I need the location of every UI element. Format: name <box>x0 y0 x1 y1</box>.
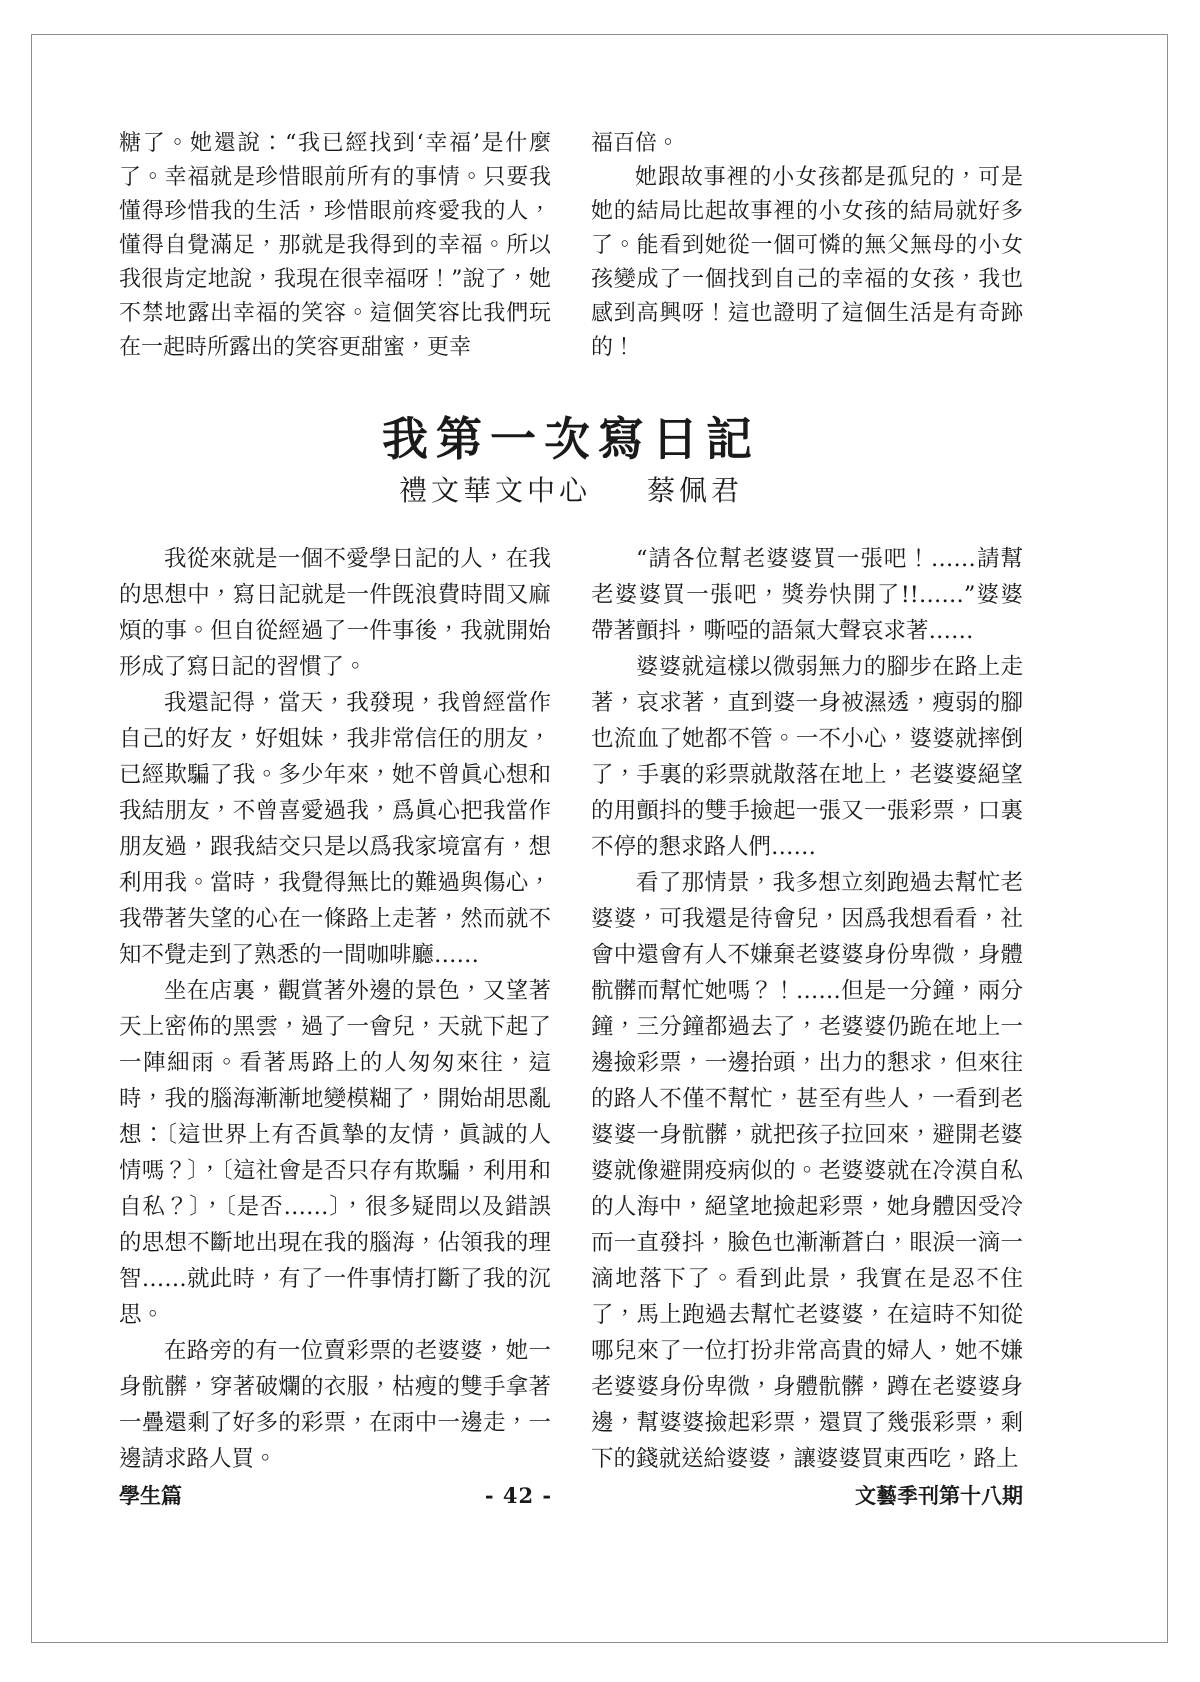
essay-paragraph: 婆婆就這樣以微弱無力的腳步在路上走著，哀求著，直到婆一身被濕透，瘦弱的腳也流血了她都不管。一不小心，婆婆就摔倒了，手裏的彩票就散落在地上，老婆婆絕望的用顫抖的雙手撿起一張又一張彩票，口裏不停的懇求路人們…… <box>591 654 1023 860</box>
essay-header <box>119 411 1023 509</box>
prev-essay-text: 福百倍。 <box>591 131 680 156</box>
essay-paragraph: 坐在店裏，觀賞著外邊的景色，又望著天上密佈的黑雲，過了一會兒，天就下起了一陣細雨。看著馬路上的人匆匆來往，這時，我的腦海漸漸地變模糊了，開始胡思亂想：〔這世界上有否眞摯的友情，眞誠的人情嗎？〕，〔這社會是否只存有欺騙，利用和自私？〕，〔是否……〕，很多疑問以及錯誤的思想不斷地出現在我的腦海，佔領我的理智……就此時，有了一件事情打斷了我的沉思。 <box>119 978 551 1328</box>
essay-left-column <box>119 541 551 1477</box>
page-footer <box>119 1483 1023 1509</box>
page-border-frame <box>31 34 1168 1643</box>
prev-essay-text: 糖了。她還說：“我已經找到‘幸福’是什麼了。幸福就是珍惜眼前所有的事情。只要我懂得珍惜我的生活，珍惜眼前疼愛我的人，懂得自覺滿足，那就是我得到的幸福。所以我很肯定地說，我現在很幸福呀！”說了，她不禁地露出幸福的笑容。這個笑容比我們玩在一起時所露出的笑容更甜蜜，更幸 <box>119 131 551 360</box>
essay-right-column <box>591 541 1023 1477</box>
essay-paragraph: 看了那情景，我多想立刻跑過去幫忙老婆婆，可我還是待會兒，因爲我想看看，社會中還會有人不嫌棄老婆婆身份卑微，身體骯髒而幫忙她嗎？！……但是一分鐘，兩分鐘，三分鐘都過去了，老婆婆仍跪在地上一邊撿彩票，一邊抬頭，出力的懇求，但來往的路人不僅不幫忙，甚至有些人，一看到老婆婆一身骯髒，就把孩子拉回來，避開老婆婆就像避開疫病似的。老婆婆就在冷漠自私的人海中，絕望地撿起彩票，她身體因受冷而一直發抖，臉色也漸漸蒼白，眼淚一滴一滴地落下了。看到此景，我實在是忍不住了，馬上跑過去幫忙老婆婆，在這時不知從哪兒來了一位打扮非常高貴的婦人，她不嫌老婆婆身份卑微，身體骯髒，蹲在老婆婆身邊，幫婆婆撿起彩票，還買了幾張彩票，剩下的錢就送給婆婆，讓婆婆買東西吃，路上 <box>591 870 1023 1472</box>
essay-paragraph: “請各位幫老婆婆買一張吧！……請幫老婆婆買一張吧，獎券快開了!!……”婆婆帶著顫抖，嘶啞的語氣大聲哀求著…… <box>591 546 1023 644</box>
footer-page-number: - 42 - <box>484 1483 553 1508</box>
essay-byline <box>119 473 1023 509</box>
prev-essay-left-column <box>119 127 551 365</box>
prev-essay-right-column <box>591 127 1023 365</box>
essay-paragraph: 我還記得，當天，我發現，我曾經當作自己的好友，好姐妹，我非常信任的朋友，已經欺騙了我。多少年來，她不曾眞心想和我結朋友，不曾喜愛過我，爲眞心把我當作朋友過，跟我結交只是以爲我家境富有，想利用我。當時，我覺得無比的難過與傷心，我帶著失望的心在一條路上走著，然而就不知不覺走到了熟悉的一間咖啡廳…… <box>119 690 551 968</box>
footer-publication-label: 文藝季刊第十八期 <box>855 1484 1023 1508</box>
essay-title: 我第一次寫日記 <box>382 412 760 466</box>
essay-school: 禮文華文中心 <box>398 474 591 507</box>
essay-author: 蔡佩君 <box>647 474 744 507</box>
essay-paragraph: 在路旁的有一位賣彩票的老婆婆，她一身骯髒，穿著破爛的衣服，枯瘦的雙手拿著一疊還剩了好多的彩票，在雨中一邊走，一邊請求路人買。 <box>119 1338 551 1472</box>
essay-body <box>119 541 1023 1477</box>
footer-section-label: 學生篇 <box>119 1484 182 1508</box>
page-content <box>119 35 1023 1477</box>
essay-paragraph: 我從來就是一個不愛學日記的人，在我的思想中，寫日記就是一件旣浪費時間又麻煩的事。但自從經過了一件事後，我就開始形成了寫日記的習慣了。 <box>119 546 551 680</box>
previous-essay-continuation <box>119 35 1023 365</box>
prev-essay-text: 她跟故事裡的小女孩都是孤兒的，可是她的結局比起故事裡的小女孩的結局就好多了。能看到她從一個可憐的無父無母的小女孩變成了一個找到自己的幸福的女孩，我也感到高興呀！這也證明了這個生活是有奇跡的！ <box>591 165 1023 360</box>
